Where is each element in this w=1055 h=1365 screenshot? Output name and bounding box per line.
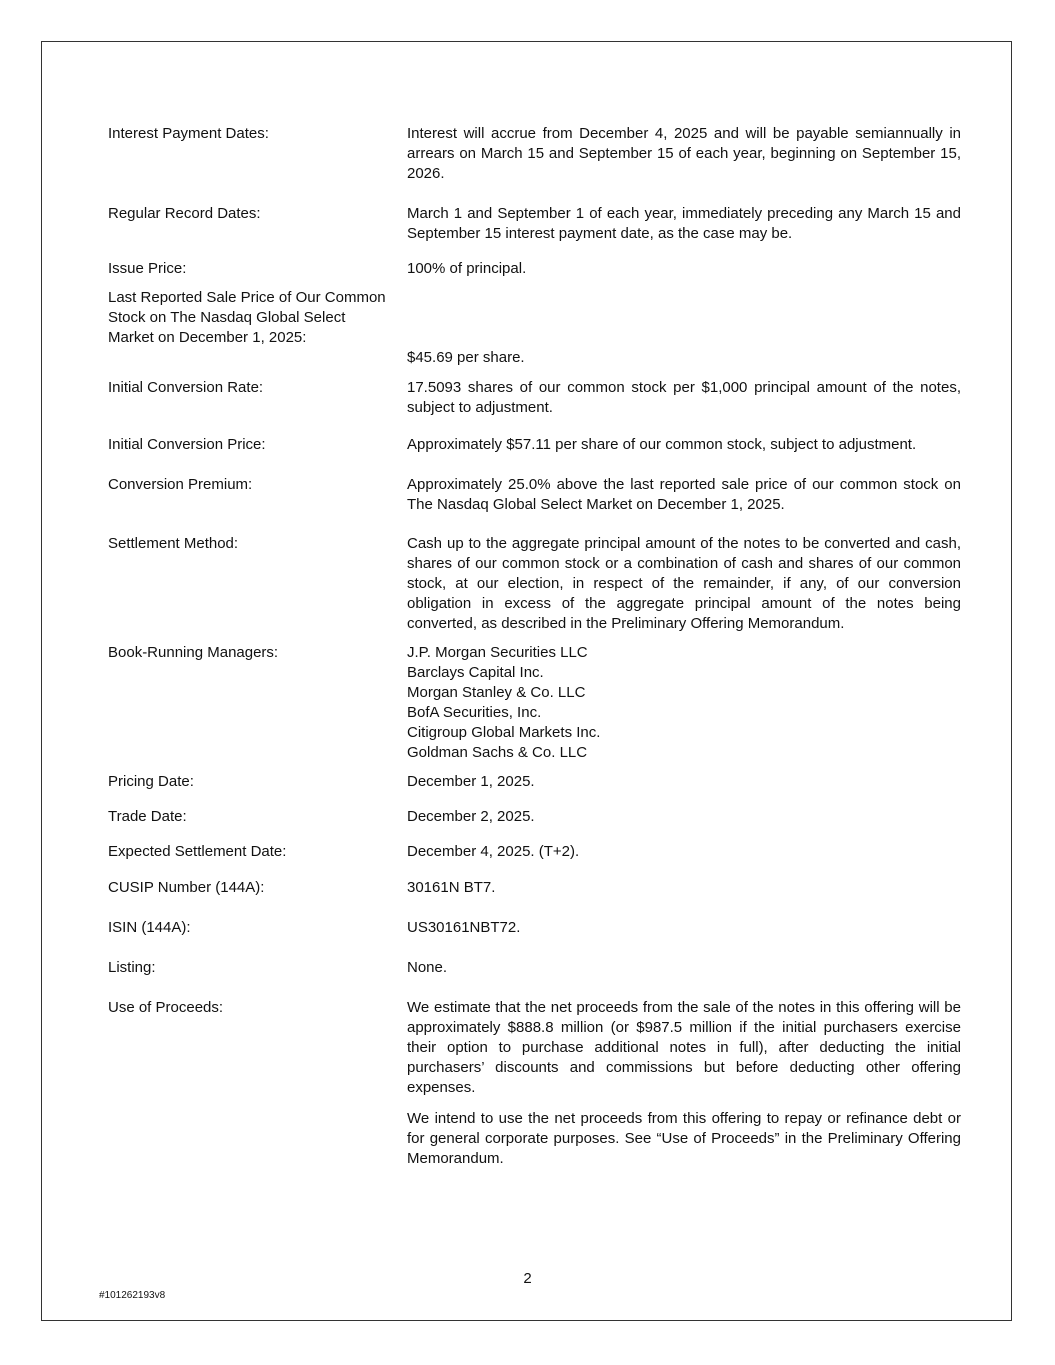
term-value: December 1, 2025. — [407, 773, 535, 790]
term-label: Initial Conversion Price: — [108, 436, 266, 453]
term-label: Listing: — [108, 959, 156, 976]
manager-item: BofA Securities, Inc. — [407, 704, 542, 721]
manager-list — [407, 643, 961, 763]
term-label: Pricing Date: — [108, 773, 194, 790]
term-value — [407, 998, 961, 1169]
term-value: March 1 and September 1 of each year, immediately preceding any March 15 and September 15 interest payment date, as the case may be. — [407, 205, 961, 242]
term-value: December 2, 2025. — [407, 808, 535, 825]
term-value: Interest will accrue from December 4, 2025 and will be payable semiannually in arrears on March 15 and September 15 of each year, beginning on September 15, 2026. — [407, 125, 961, 182]
term-value: US30161NBT72. — [407, 919, 521, 936]
term-value: None. — [407, 959, 448, 976]
term-value: 17.5093 shares of our common stock per $1,000 principal amount of the notes, subject to adjustment. — [407, 379, 961, 416]
term-value: Approximately $57.11 per share of our common stock, subject to adjustment. — [407, 436, 917, 453]
term-value: Approximately 25.0% above the last reported sale price of our common stock on The Nasdaq Global Select Market on December 1, 2025. — [407, 476, 961, 513]
term-label: Issue Price: — [108, 260, 187, 277]
term-label: Last Reported Sale Price of Our Common Stock on The Nasdaq Global Select Market on December 1, 2025: — [108, 289, 386, 346]
manager-item: Goldman Sachs & Co. LLC — [407, 744, 588, 761]
manager-item: J.P. Morgan Securities LLC — [407, 644, 588, 661]
term-value: Cash up to the aggregate principal amount of the notes to be converted and cash, shares of our common stock or a combination of cash and shares of our common stock, at our election, in respect of the remainder, if any, of our conversion obligation in excess of the aggregate principal amount of the notes being converted, as described in the Preliminary Offering Memorandum. — [407, 535, 961, 632]
term-label: ISIN (144A): — [108, 919, 191, 936]
manager-item: Morgan Stanley & Co. LLC — [407, 684, 586, 701]
term-value: 100% of principal. — [407, 260, 527, 277]
term-label: Use of Proceeds: — [108, 999, 224, 1016]
proceeds-paragraph: We intend to use the net proceeds from this offering to repay or refinance debt or for general corporate purposes. See “Use of Proceeds” in the Preliminary Offering Memorandum. — [407, 1110, 961, 1167]
manager-item: Barclays Capital Inc. — [407, 664, 544, 681]
page-number: 2 — [523, 1270, 532, 1287]
term-label: Book-Running Managers: — [108, 644, 279, 661]
term-label: Initial Conversion Rate: — [108, 379, 264, 396]
proceeds-paragraph: We estimate that the net proceeds from the sale of the notes in this offering will be approximately $888.8 million (or $987.5 million if the initial purchasers exercise their option to purchase additional notes in full), after deducting the initial purchasers’ discounts and commissions but before deducting other offering expenses. — [407, 999, 961, 1096]
manager-item: Citigroup Global Markets Inc. — [407, 724, 601, 741]
term-label: Conversion Premium: — [108, 476, 253, 493]
term-label: Regular Record Dates: — [108, 205, 261, 222]
term-value: December 4, 2025. (T+2). — [407, 843, 580, 860]
term-label: Interest Payment Dates: — [108, 125, 269, 142]
document-id: #101262193v8 — [99, 1290, 166, 1301]
term-label: Settlement Method: — [108, 535, 239, 552]
term-label: Trade Date: — [108, 808, 187, 825]
term-value: 30161N BT7. — [407, 879, 496, 896]
term-label: CUSIP Number (144A): — [108, 879, 265, 896]
term-value: $45.69 per share. — [407, 349, 525, 366]
term-label: Expected Settlement Date: — [108, 843, 287, 860]
